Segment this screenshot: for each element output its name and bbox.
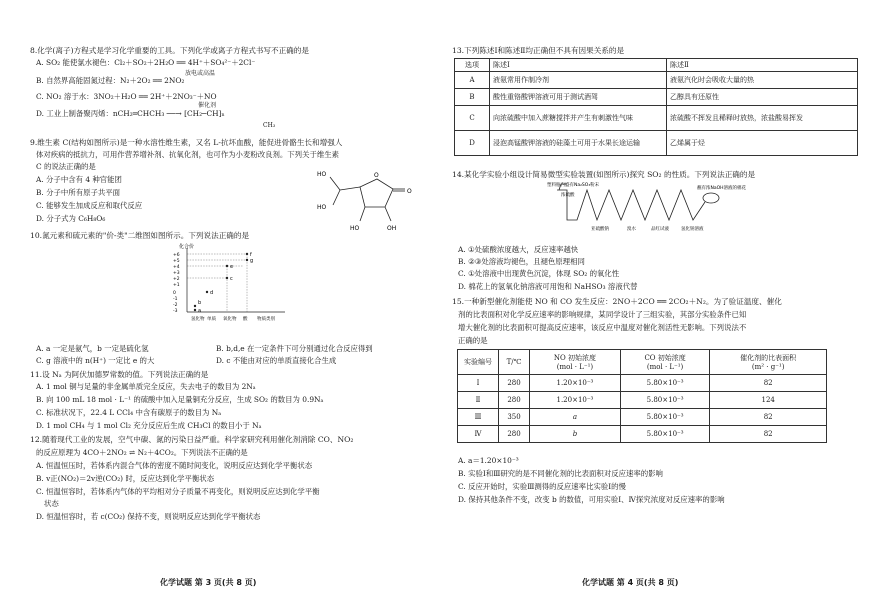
q13-row-a-s2: 液氨汽化时会吸收大量的热 (667, 72, 858, 89)
right-column (452, 0, 862, 603)
q8-d-sub: CH₃ (263, 122, 276, 129)
q15-option-d: D. 保持其他条件不变，改变 b 的数值，可用实验Ⅰ、Ⅳ探究浓度对反应速率的影响 (458, 495, 725, 504)
q15-option-a: A. a＝1.20×10⁻³ (458, 456, 519, 465)
point-b: b (198, 300, 202, 306)
tick-p1: +1 (173, 283, 180, 288)
x-title: 物质类别 (257, 317, 275, 322)
xcat-acid: 酸 (243, 317, 248, 322)
q12-option-c-cont: 状态 (44, 499, 59, 508)
q15-r1-id: Ⅰ (458, 375, 499, 392)
table-row (455, 106, 858, 131)
vc-ho-3: HO (350, 225, 360, 232)
q13-header-s1: 陈述Ⅰ (490, 59, 667, 72)
q15-r1-area: 82 (710, 375, 827, 392)
q11-stem: 11.设 Nₐ 为阿伏加德罗常数的值。下列说法正确的是 (30, 370, 209, 379)
tick-m3: -3 (173, 309, 178, 314)
q15-r2-no: 1.20×10⁻³ (530, 392, 621, 409)
q13-header-row (455, 59, 858, 72)
q9-line1: 9.维生素 C(结构如图所示)是一种水溶性维生素，又名 L-抗坏血酸，能促进骨骼生长和增强人 (30, 138, 343, 147)
q14-option-d: D. 棉花上的氢氧化钠溶液可用饱和 NaHSO₃ 溶液代替 (458, 282, 638, 291)
q13-row-b-s2: 乙醇具有还原性 (667, 89, 858, 106)
footer-page4: 化学试题 第 4 页(共 8 页) (582, 578, 679, 587)
table-row (455, 72, 858, 89)
vc-o-carbonyl: O (407, 188, 412, 195)
q15-r3-area: 82 (710, 409, 827, 426)
vc-oh: OH (387, 225, 397, 232)
tick-m1: -1 (173, 297, 178, 302)
apparatus-label-sulfite: 亚硫酸钠 (591, 227, 609, 232)
q15-header-t: T/℃ (499, 350, 530, 375)
q13-row-b-opt: B (455, 89, 490, 106)
xcat-oxide: 氧化物 (223, 317, 237, 322)
q15-header-no: NO 初始浓度 (mol · L⁻¹) (530, 350, 621, 375)
tick-p2: +2 (173, 277, 180, 282)
q11-option-d: D. 1 mol CH₄ 与 1 mol Cl₂ 充分反应后生成 CH₃Cl 的数目小于 Nₐ (36, 421, 262, 430)
tick-p6: +6 (173, 253, 180, 258)
point-g: g (250, 258, 254, 264)
q8-option-c: C. NO₂ 溶于水：3NO₂＋H₂O ══ 2H⁺＋2NO₃⁻＋NO (36, 92, 217, 101)
table-row (458, 426, 827, 443)
q13-row-a-opt: A (455, 72, 490, 89)
table-row (455, 131, 858, 156)
q12-line1: 12.随着现代工业的发展，空气中碳、氮的污染日益严重。科学家研究利用催化剂消除 CO、NO₂ (30, 435, 354, 444)
q10-stem: 10.氮元素和硫元素的"价-类"二维图如图所示。下列说法正确的是 (30, 231, 250, 240)
vc-ho-1: HO (317, 171, 327, 178)
q13-row-d-s2: 乙烯属于烃 (667, 131, 858, 156)
q15-r3-id: Ⅲ (458, 409, 499, 426)
q14-option-c: C. ①处溶液中出现黄色沉淀，体现 SO₂ 的氧化性 (458, 269, 620, 278)
q15-r1-t: 280 (499, 375, 530, 392)
q15-r3-co: 5.80×10⁻³ (620, 409, 709, 426)
q15-r1-co: 5.80×10⁻³ (620, 375, 709, 392)
q15-r2-id: Ⅱ (458, 392, 499, 409)
q11-option-a: A. 1 mol 铜与足量的非金属单质完全反应，失去电子的数目为 2Nₐ (36, 382, 256, 391)
q15-r3-no: a (530, 409, 621, 426)
q10-option-b: B. b,d,e 在一定条件下可分别通过化合反应得到 (216, 344, 373, 353)
q15-r4-co: 5.80×10⁻³ (620, 426, 709, 443)
q15-r4-t: 280 (499, 426, 530, 443)
q11-option-c: C. 标准状况下，22.4 L CCl₄ 中含有碳原子的数目为 Nₐ (36, 408, 222, 417)
q14-stem: 14.某化学实验小组设计简易微型实验装置(如图所示)探究 SO₂ 的性质。下列说法正确的是 (452, 170, 756, 179)
q12-option-b: B. v正(NO₂)＝2v逆(CO₂) 时，反应达到化学平衡状态 (36, 474, 215, 483)
q15-r2-co: 5.80×10⁻³ (620, 392, 709, 409)
q13-row-a-s1: 液氨常用作制冷剂 (490, 72, 667, 89)
point-f: f (250, 252, 252, 258)
point-c: c (230, 276, 233, 282)
chart-y-title: 化合价 (179, 244, 195, 250)
tick-p4: +4 (173, 265, 180, 270)
q9-line3: C 的说法正确的是 (36, 162, 96, 171)
q10-option-c: C. g 溶液中的 n(H⁺) 一定比 e 的大 (36, 356, 155, 365)
q15-r3-t: 350 (499, 409, 530, 426)
q15-r4-area: 82 (710, 426, 827, 443)
q15-header-row (458, 350, 827, 375)
q8-b-condition: 放电或高温 (185, 70, 216, 77)
q9-line2: 体对疾病的抵抗力，可用作营养增补剂、抗氧化剂，也可作为小麦粉改良剂。下列关于维生素 (36, 150, 340, 159)
q15-header-exp: 实验编号 (458, 350, 499, 375)
q15-header-area: 催化剂的比表面积 (m² · g⁻¹) (710, 350, 827, 375)
left-column (30, 0, 440, 603)
q9-option-d: D. 分子式为 C₆H₈O₆ (36, 214, 106, 223)
q15-line3: 增大催化剂的比表面积可提高反应速率，该反应中温度对催化剂活性无影响。下列说法不 (458, 323, 747, 332)
footer-page3: 化学试题 第 3 页(共 8 页) (160, 578, 257, 587)
tick-p3: +3 (173, 271, 180, 276)
q15-line4: 正确的是 (458, 336, 488, 345)
point-d: d (210, 290, 214, 296)
q12-option-a: A. 恒温恒压时，若体系内混合气体的密度不随时间变化，说明反应达到化学平衡状态 (36, 461, 313, 470)
q13-row-c-s1: 向浓硫酸中加入蔗糖搅拌并产生有刺激性气味 (490, 106, 667, 131)
q13-row-d-opt: D (455, 131, 490, 156)
q13-row-c-opt: C (455, 106, 490, 131)
apparatus-label-fuchsin: 品红试液 (651, 227, 669, 232)
q13-row-c-s2: 浓硫酸不挥发且稀释时放热，浓盐酸易挥发 (667, 106, 858, 131)
apparatus-label-bottle: 塑料瓶内盛有Na₂SO₃粉末 (547, 183, 600, 188)
apparatus-label-naoh: 氢化钠溶液 (681, 227, 704, 232)
q15-header-co: CO 初始浓度 (mol · L⁻¹) (620, 350, 709, 375)
vitamin-c-structure (305, 165, 435, 235)
point-e: e (230, 264, 234, 270)
table-row (458, 409, 827, 426)
apparatus-label-cotton: 蘸有浓NaOH溶液的棉花 (697, 186, 747, 191)
q8-stem: 8.化学(离子)方程式是学习化学重要的工具。下列化学或离子方程式书写不正确的是 (30, 46, 309, 55)
q10-option-a: A. a 一定是氨气，b 一定是硫化氢 (36, 344, 149, 353)
q12-line2: 的反应原理为 4CO＋2NO₂ ⇌ N₂＋4CO₂。下列说法不正确的是 (36, 448, 248, 457)
q8-option-b: B. 自然界高能固氮过程：N₂＋2O₂ ══ 2NO₂ (36, 76, 185, 85)
q10-option-d: D. c 不能由对应的单质直接化合生成 (216, 356, 337, 365)
q15-r4-no: b (530, 426, 621, 443)
q12-option-c: C. 恒温恒容时，若体系内气体的平均相对分子质量不再变化，则说明反应达到化学平衡 (36, 487, 320, 496)
q15-r2-t: 280 (499, 392, 530, 409)
q13-row-b-s1: 酸性重铬酸钾溶液可用于测试酒驾 (490, 89, 667, 106)
tick-m2: -2 (173, 303, 178, 308)
q11-option-b: B. 向 100 mL 18 mol · L⁻¹ 的硫酸中加入足量铜充分反应，生成 SO₂ 的数目为 0.9Nₐ (36, 395, 324, 404)
table-row (455, 89, 858, 106)
xcat-element: 单质 (207, 317, 216, 322)
q15-option-c: C. 反应开始时，实验Ⅲ测得的反应速率比实验Ⅰ的慢 (458, 482, 626, 491)
xcat-hydride: 氢化物 (191, 317, 205, 322)
q14-option-a: A. ①处硫酸浓度越大，反应速率越快 (458, 245, 579, 254)
q9-option-c: C. 能够发生加成反应和取代反应 (36, 201, 143, 210)
vc-o-ring: O (374, 172, 379, 179)
q9-option-b: B. 分子中所有原子共平面 (36, 188, 121, 197)
q9-option-a: A. 分子中含有 4 种官能团 (36, 175, 122, 184)
apparatus-label-acid: 浓硫酸 (561, 193, 575, 198)
q15-line2: 剂的比表面积对化学反应速率的影响规律，某同学设计了三组实验，其部分实验条件已知 (458, 310, 747, 319)
q13-header-option: 选项 (455, 59, 490, 72)
q8-option-a: A. SO₂ 能使氯水褪色：Cl₂＋SO₂＋2H₂O ══ 4H⁺＋SO₄²⁻＋2Cl⁻ (36, 58, 256, 67)
point-a: a (198, 308, 202, 314)
q15-line1: 15.一种新型催化剂能使 NO 和 CO 发生反应：2NO＋2CO ══ 2CO₂＋N₂。为了验证温度、催化 (452, 297, 782, 306)
q14-option-b: B. ②③处溶液均褪色，且褪色原理相同 (458, 257, 585, 266)
q8-d-condition: 催化剂 (198, 102, 217, 109)
tick-p5: +5 (173, 259, 180, 264)
table-row (458, 375, 827, 392)
q13-row-d-s1: 浸泡高锰酸钾溶液的硅藻土可用于水果长途运输 (490, 131, 667, 156)
q13-header-s2: 陈述Ⅱ (667, 59, 858, 72)
valence-class-chart (165, 242, 305, 340)
q8-option-d: D. 工业上制备聚丙烯：nCH₂═CHCH₃ ──→ [CH₂─CH]ₙ (36, 109, 225, 118)
q15-r1-no: 1.20×10⁻³ (530, 375, 621, 392)
table-row (458, 392, 827, 409)
sulfur-dioxide-apparatus (547, 180, 777, 238)
q13-table (454, 58, 858, 156)
q15-r4-id: Ⅳ (458, 426, 499, 443)
q15-r2-area: 124 (710, 392, 827, 409)
q15-option-b: B. 实验Ⅰ和Ⅲ研究的是不同催化剂的比表面积对反应速率的影响 (458, 469, 663, 478)
q12-option-d: D. 恒温恒容时，若 c(CO₂) 保持不变，则说明反应达到化学平衡状态 (36, 512, 261, 521)
tick-0: 0 (173, 291, 176, 296)
apparatus-label-bromine: 溴水 (627, 227, 636, 232)
vc-ho-2: HO (317, 204, 327, 211)
q15-table (457, 349, 827, 443)
q13-stem: 13.下列陈述Ⅰ和陈述Ⅱ均正确但不具有因果关系的是 (452, 46, 625, 55)
